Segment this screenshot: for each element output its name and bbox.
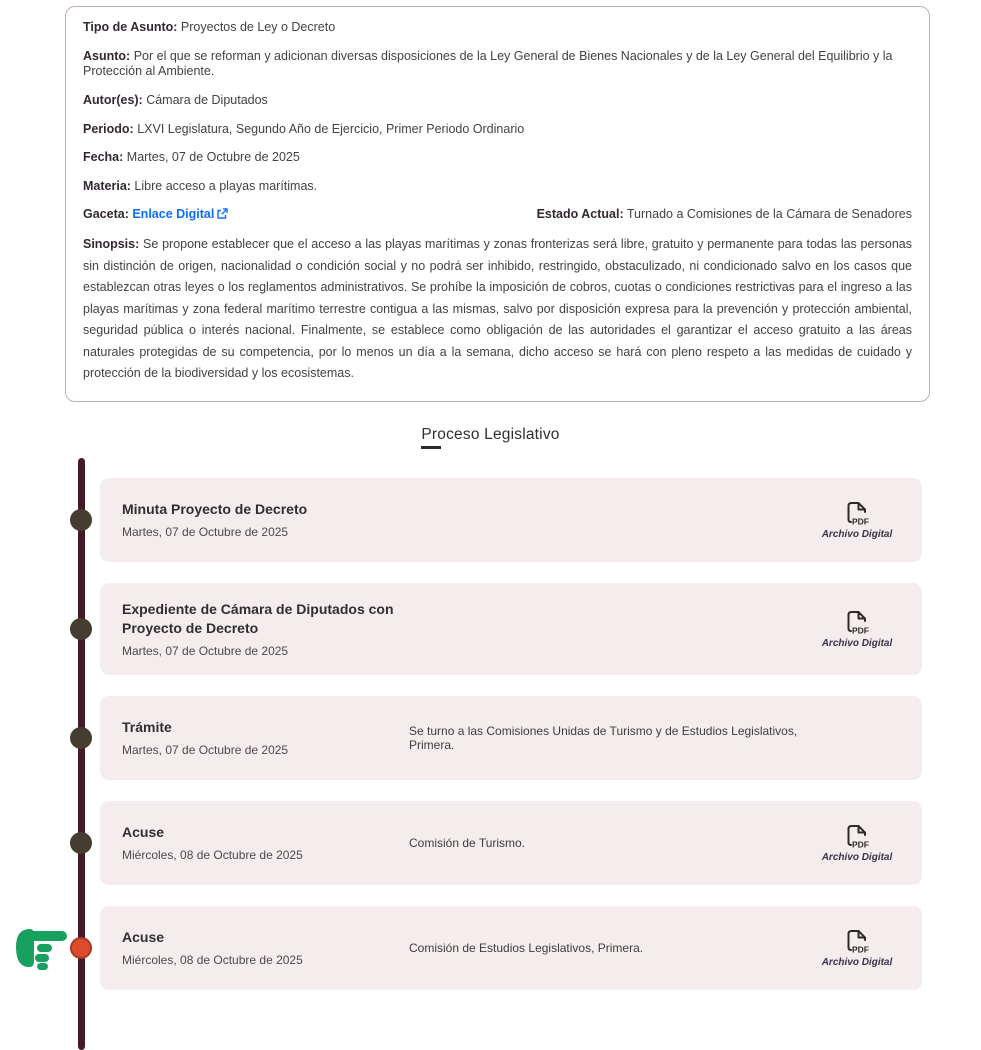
- timeline-item-description: Comisión de Turismo.: [409, 835, 526, 850]
- estado-actual-field: [537, 207, 912, 221]
- sinopsis-paragraph: [83, 234, 912, 385]
- field-value: Por el que se reforman y adicionan diversas disposiciones de la Ley General de Bienes Nacionales y de la Ley General del Equilibrio y la Protección al Ambiente.: [83, 48, 893, 79]
- field-label: Asunto:: [83, 48, 131, 63]
- timeline-item-title: Acuse: [122, 824, 165, 841]
- timeline-dot: [70, 727, 92, 749]
- pdf-download-link[interactable]: [814, 823, 900, 863]
- timeline-item-acuse-estudios: [100, 906, 922, 990]
- pdf-download-link[interactable]: [814, 500, 900, 540]
- timeline-item-date: Martes, 07 de Octubre de 2025: [122, 743, 289, 758]
- pdf-download-link[interactable]: [814, 928, 900, 968]
- field-value: LXVI Legislatura, Segundo Año de Ejercicio, Primer Periodo Ordinario: [137, 121, 525, 136]
- field-label: Periodo:: [83, 121, 134, 136]
- timeline-item-heading: [122, 718, 407, 757]
- pdf-file-icon: [844, 609, 871, 637]
- field-tipo-de-asunto: [83, 20, 912, 36]
- bill-detail-card: [65, 6, 930, 402]
- field-fecha: [83, 150, 912, 166]
- timeline-item-date: Martes, 07 de Octubre de 2025: [122, 643, 289, 658]
- svg-text:PDF: PDF: [851, 516, 869, 527]
- pdf-label: Archivo Digital: [821, 528, 893, 540]
- legislative-timeline: [0, 458, 981, 990]
- timeline-item-minuta: [100, 478, 922, 562]
- pdf-file-icon: [844, 500, 871, 528]
- timeline-item-title: Trámite: [122, 719, 172, 736]
- gaceta-estado-row: [83, 207, 912, 221]
- pdf-download-link[interactable]: [814, 609, 900, 649]
- external-link-icon: [216, 208, 228, 220]
- pdf-file-icon: [844, 823, 871, 851]
- timeline-item-acuse-turismo: [100, 801, 922, 885]
- timeline-item-title: Expediente de Cámara de Diputados con Proyecto de Decreto: [122, 600, 394, 636]
- field-value: Martes, 07 de Octubre de 2025: [126, 150, 300, 165]
- timeline-item-description: Comisión de Estudios Legislativos, Primera.: [409, 940, 644, 955]
- estado-actual-value: Turnado a Comisiones de la Cámara de Senadores: [626, 207, 912, 222]
- field-value: Proyectos de Ley o Decreto: [180, 20, 336, 34]
- sinopsis-label: Sinopsis:: [83, 237, 140, 252]
- field-asunto: [83, 49, 912, 80]
- field-label: Fecha:: [83, 150, 124, 165]
- svg-text:PDF: PDF: [851, 944, 869, 955]
- timeline-dot: [70, 509, 92, 531]
- timeline-item-heading: [122, 928, 407, 967]
- timeline-line: [78, 458, 85, 1050]
- timeline-item-heading: [122, 600, 407, 658]
- gaceta-link-label: Enlace Digital: [132, 207, 215, 222]
- field-value: Cámara de Diputados: [146, 92, 268, 107]
- svg-text:PDF: PDF: [851, 625, 869, 636]
- field-label: Autor(es):: [83, 92, 143, 107]
- gaceta-digital-link[interactable]: [132, 207, 228, 221]
- section-title: Proceso Legislativo: [421, 425, 560, 443]
- timeline-item-description: Se turno a las Comisiones Unidas de Turismo y de Estudios Legislativos, Primera.: [409, 723, 798, 752]
- timeline-dot: [70, 832, 92, 854]
- timeline-item-date: Miércoles, 08 de Octubre de 2025: [122, 953, 303, 968]
- timeline-dot: [70, 618, 92, 640]
- pdf-label: Archivo Digital: [821, 956, 893, 968]
- field-materia: [83, 179, 912, 195]
- field-label: Materia:: [83, 178, 131, 193]
- field-label: Tipo de Asunto:: [83, 20, 178, 34]
- timeline-dot-current: [70, 937, 92, 959]
- estado-actual-label: Estado Actual:: [536, 207, 624, 222]
- field-periodo: [83, 122, 912, 138]
- gaceta-field: [83, 207, 228, 221]
- timeline-item-title: Minuta Proyecto de Decreto: [122, 501, 308, 518]
- svg-text:PDF: PDF: [851, 839, 869, 850]
- timeline-item-date: Martes, 07 de Octubre de 2025: [122, 525, 289, 540]
- timeline-item-tramite: [100, 696, 922, 780]
- pdf-label: Archivo Digital: [821, 851, 893, 863]
- timeline-item-expediente: [100, 583, 922, 675]
- field-value: Libre acceso a playas marítimas.: [134, 178, 318, 193]
- timeline-item-heading: [122, 823, 407, 862]
- field-autores: [83, 93, 912, 109]
- pdf-label: Archivo Digital: [821, 637, 893, 649]
- timeline-item-heading: [122, 500, 407, 539]
- pdf-file-icon: [844, 928, 871, 956]
- section-heading: [0, 426, 981, 444]
- timeline-item-date: Miércoles, 08 de Octubre de 2025: [122, 848, 303, 863]
- pointing-hand-icon: [14, 925, 72, 971]
- gaceta-label: Gaceta:: [83, 207, 129, 222]
- timeline-item-title: Acuse: [122, 929, 165, 946]
- sinopsis-text: Se propone establecer que el acceso a las playas marítimas y zonas fronterizas será libre, gratuito y permanente para todas las personas sin distinción de origen, nacionalidad o condición social y no podrá ser inhibido, restringido, obstaculizado, ni condicionado salvo en los casos que establezcan otras leyes o los reglamentos administrativos. Se prohíbe la imposición de cobros, cuotas o condiciones restrictivas para el ingreso a las playas marítimas y zona federal marítimo terrestre contigua a las mismas, salvo por disposición expresa para la prevención y protección ambiental, seguridad pública o interés nacional. Finalmente, se establece como obligación de las autoridades el garantizar el acceso gratuito a las áreas naturales protegidas de su competencia, por lo menos un día a la semana, dicho acceso se hará con pleno respeto a las medidas de cuidado y protección de la biodiversidad y los ecosistemas.: [83, 237, 912, 381]
